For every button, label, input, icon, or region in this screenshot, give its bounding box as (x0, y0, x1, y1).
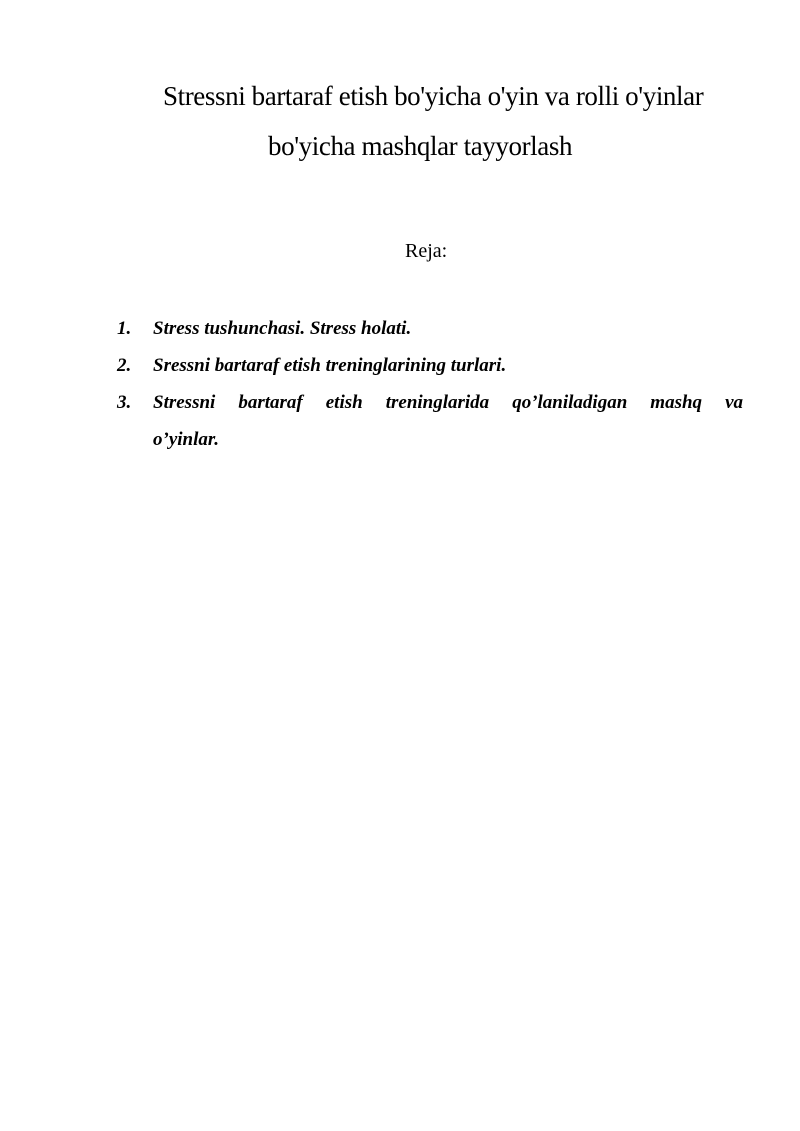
plan-item-text: Sressni bartaraf etish treninglarining turlari. (153, 355, 507, 376)
plan-item-text-line-2: o’yinlar. (153, 429, 219, 450)
plan-item-number: 2. (117, 355, 132, 376)
document-title-line-1: Stressni bartaraf etish bo'yicha o'yin va rolli o'yinlar (163, 81, 704, 111)
plan-item-number: 3. (117, 392, 132, 413)
plan-heading: Reja: (405, 240, 448, 262)
document-title-line-2: bo'yicha mashqlar tayyorlash (268, 131, 573, 161)
plan-item-1 (117, 310, 743, 347)
plan-item-2 (117, 347, 743, 384)
plan-list (117, 310, 743, 458)
plan-item-text: Stress tushunchasi. Stress holati. (153, 318, 412, 339)
plan-item-text-line-1: Stressni bartaraf etish treninglarida qo’laniladigan mashq va (153, 392, 743, 413)
plan-item-3 (117, 384, 743, 458)
plan-item-number: 1. (117, 318, 132, 339)
